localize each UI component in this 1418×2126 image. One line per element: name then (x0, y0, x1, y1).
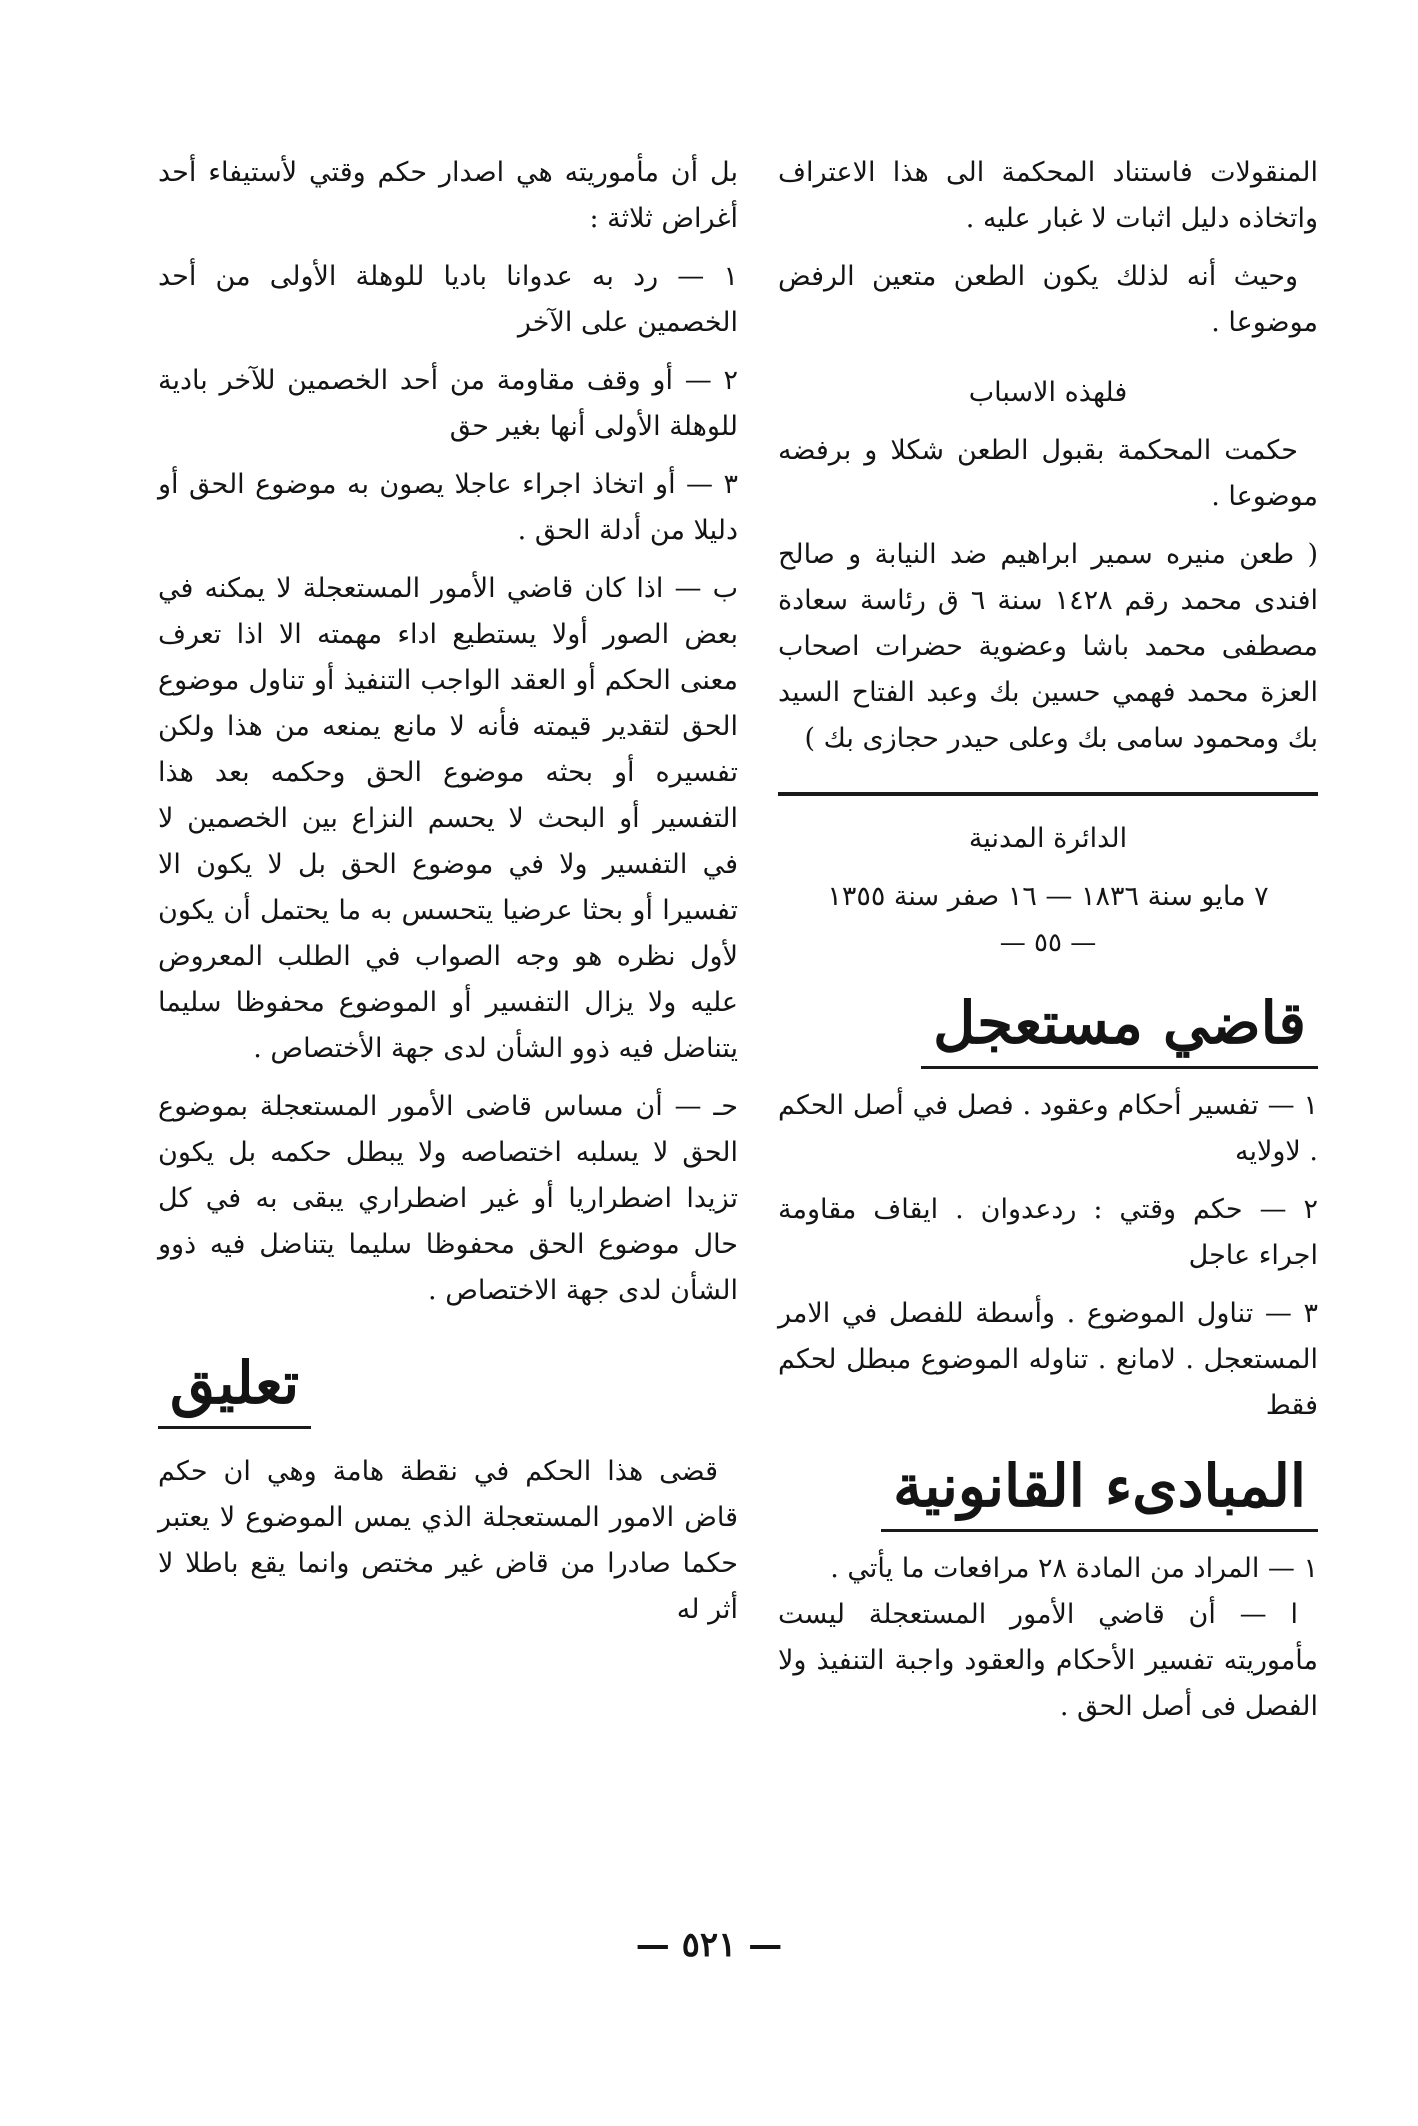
section-divider (778, 792, 1318, 796)
paragraph-c: حـ — أن مساس قاضى الأمور المستعجلة بموضوع الحق لا يسلبه اختصاصه ولا يبطل حكمه بل يكون تزيدا اضطراريا أو غير اضطراري يبقى به في كل حال موضوع الحق محفوظا سليما يتناضل فيه ذوو الشأن لدى جهة الاختصاص . (158, 1091, 738, 1306)
principle-item: ١ — المراد من المادة ٢٨ مرافعات ما يأتي . (830, 1553, 1318, 1584)
verdict-paragraph: حكمت المحكمة بقبول الطعن شكلا و برفضه موضوعا . (778, 435, 1318, 512)
summary-item: ٣ — تناول الموضوع . وأسطة للفصل في الامر المستعجل . لامانع . تناوله الموضوع مبطل لحكم فقط (778, 1298, 1318, 1421)
department-heading: الدائرة المدنية (968, 823, 1128, 854)
right-column (778, 150, 1318, 1730)
page-number: — ٥٢١ — (635, 1925, 783, 1965)
comment-heading: تعليق (158, 1344, 311, 1429)
case-info: ( طعن منيره سمير ابراهيم ضد النيابة و صالح افندى محمد رقم ١٤٢٨ سنة ٦ ق رئاسة سعادة مصطفى محمد باشا وعضوية حضرات اصحاب العزة محمد فهمي حسين بك وعبد الفتاح السيد بك ومحمود سامى بك وعلى حيدر حجازى بك ) (778, 539, 1318, 754)
summary-item: ٢ — حكم وقتي : ردعدوان . ايقاف مقاومة اجراء عاجل (778, 1194, 1318, 1271)
principles-heading-wrap (778, 1447, 1318, 1532)
list-item: ٣ — أو اتخاذ اجراء عاجلا يصون به موضوع الحق أو دليلا من أدلة الحق . (158, 469, 738, 546)
case-number: — ٥٥ — (999, 928, 1097, 958)
comment-paragraph: قضى هذا الحكم في نقطة هامة وهي ان حكم قاض الامور المستعجلة الذي يمس الموضوع لا يعتبر حكما صادرا من قاض غير مختص وانما يقع باطلا لا أثر له (158, 1456, 738, 1625)
comment-heading-wrap (158, 1344, 738, 1429)
paragraph: وحيث أنه لذلك يكون الطعن متعين الرفض موضوعا . (778, 261, 1318, 338)
case-title: قاضي مستعجل (921, 984, 1318, 1069)
paragraph: المنقولات فاستناد المحكمة الى هذا الاعتراف واتخاذه دليل اثبات لا غبار عليه . (778, 157, 1318, 234)
paragraph: بل أن مأموريته هي اصدار حكم وقتي لأستيفاء أحد أغراض ثلاثة : (158, 157, 738, 234)
reasons-heading: فلهذه الاسباب (968, 377, 1128, 408)
principle-item: ا — أن قاضي الأمور المستعجلة ليست مأموريته تفسير الأحكام والعقود واجبة التنفيذ ولا الفصل فى أصل الحق . (778, 1599, 1318, 1722)
list-item: ١ — رد به عدوانا باديا للوهلة الأولى من أحد الخصمين على الآخر (158, 261, 738, 338)
list-item: ٢ — أو وقف مقاومة من أحد الخصمين للآخر بادية للوهلة الأولى أنها بغير حق (158, 365, 738, 442)
principles-heading: المبادىء القانونية (881, 1447, 1318, 1532)
title-wrap (778, 984, 1318, 1069)
summary-item: ١ — تفسير أحكام وعقود . فصل في أصل الحكم . لاولايه (778, 1090, 1318, 1167)
date-line: ٧ مايو سنة ١٨٣٦ — ١٦ صفر سنة ١٣٥٥ (827, 881, 1269, 912)
paragraph-b: ب — اذا كان قاضي الأمور المستعجلة لا يمكنه في بعض الصور أولا يستطيع اداء مهمته الا اذا تعرف معنى الحكم أو العقد الواجب التنفيذ أو تناول موضوع الحق لتقدير قيمته فأنه لا مانع يمنعه من هذا ولكن تفسيره أو بحثه موضوع الحق وحكمه بعد هذا التفسير أو البحث لا يحسم النزاع بين الخصمين لا في التفسير ولا في موضوع الحق بل لا يكون الا تفسيرا أو بحثا عرضيا يتحسس به ما يحتمل أن يكون لأول نظره هو وجه الصواب في الطلب المعروض عليه ولا يزال التفسير أو الموضوع محفوظا سليما يتناضل فيه ذوو الشأن لدى جهة الأختصاص . (158, 573, 739, 1064)
left-column (158, 150, 738, 1633)
